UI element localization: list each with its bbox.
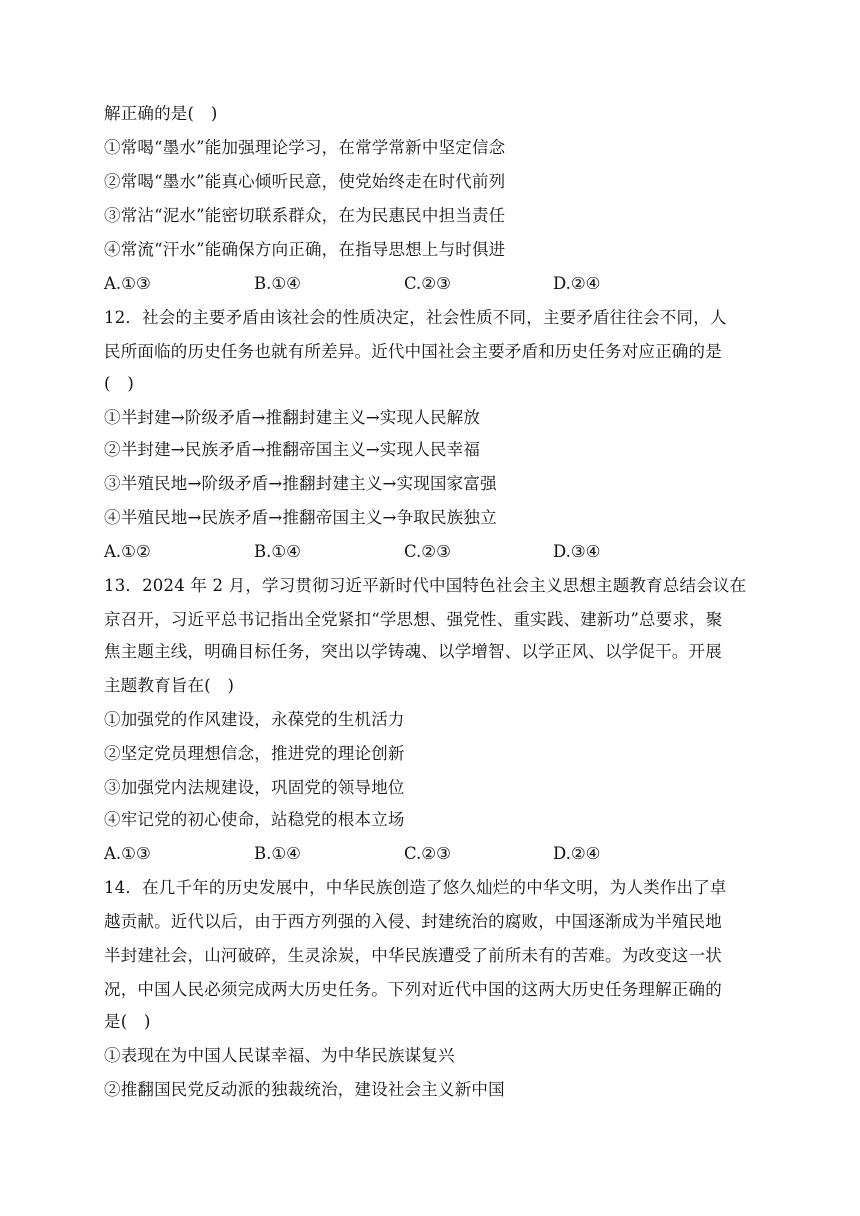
q11-item-2: ②常喝“墨水”能真心倾听民意，使党始终走在时代前列 xyxy=(104,172,506,191)
q11-option-a: A.①③ xyxy=(104,274,151,293)
q13-item-1: ①加强党的作风建设，永葆党的生机活力 xyxy=(104,710,405,729)
q13-option-b: B.①④ xyxy=(254,844,301,863)
q12-item-2: ②半封建→民族矛盾→推翻帝国主义→实现人民幸福 xyxy=(104,440,481,459)
q13-option-d: D.②④ xyxy=(553,844,601,863)
q14-stem-line-5: 是( ) xyxy=(104,1012,151,1031)
q11-stem-continuation: 解正确的是( ) xyxy=(104,104,218,123)
q12-stem-line-3: ( ) xyxy=(104,374,134,393)
q13-item-2: ②坚定党员理想信念，推进党的理论创新 xyxy=(104,744,405,763)
q14-stem-line-3: 半封建社会，山河破碎，生灵涂炭，中华民族遭受了前所未有的苦难。为改变这一状 xyxy=(104,946,722,965)
q13-stem-line-2: 京召开，习近平总书记指出全党紧扣“学思想、强党性、重实践、建新功”总要求，聚 xyxy=(104,610,723,629)
q12-option-c: C.②③ xyxy=(404,542,451,561)
q11-option-b: B.①④ xyxy=(254,274,301,293)
q12-option-a: A.①② xyxy=(104,542,151,561)
q13-stem-line-4: 主题教育旨在( ) xyxy=(104,676,235,695)
q11-option-d: D.②④ xyxy=(553,274,601,293)
q13-item-3: ③加强党内法规建设，巩固党的领导地位 xyxy=(104,778,405,797)
q11-item-4: ④常流“汗水”能确保方向正确，在指导思想上与时俱进 xyxy=(104,240,506,259)
q14-item-2: ②推翻国民党反动派的独裁统治，建设社会主义新中国 xyxy=(104,1080,505,1099)
q14-stem-line-2: 越贡献。近代以后，由于西方列强的入侵、封建统治的腐败，中国逐渐成为半殖民地 xyxy=(104,912,722,931)
q13-option-c: C.②③ xyxy=(404,844,451,863)
q13-option-a: A.①③ xyxy=(104,844,151,863)
q14-item-1: ①表现在为中国人民谋幸福、为中华民族谋复兴 xyxy=(104,1046,455,1065)
q13-stem-line-1: 13．2024 年 2 月，学习贯彻习近平新时代中国特色社会主义思想主题教育总结会议在 xyxy=(104,576,747,595)
q12-item-4: ④半殖民地→民族矛盾→推翻帝国主义→争取民族独立 xyxy=(104,508,497,527)
q13-item-4: ④牢记党的初心使命，站稳党的根本立场 xyxy=(104,810,405,829)
q11-item-1: ①常喝“墨水”能加强理论学习，在常学常新中坚定信念 xyxy=(104,138,506,157)
q13-stem-line-3: 焦主题主线，明确目标任务，突出以学铸魂、以学增智、以学正风、以学促干。开展 xyxy=(104,642,722,661)
q14-stem-line-1: 14．在几千年的历史发展中，中华民族创造了悠久灿烂的中华文明，为人类作出了卓 xyxy=(104,878,727,897)
q12-item-1: ①半封建→阶级矛盾→推翻封建主义→实现人民解放 xyxy=(104,408,481,427)
q12-stem-line-2: 民所面临的历史任务也就有所差异。近代中国社会主要矛盾和历史任务对应正确的是 xyxy=(104,342,722,361)
q14-stem-line-4: 况，中国人民必须完成两大历史任务。下列对近代中国的这两大历史任务理解正确的 xyxy=(104,980,722,999)
q12-option-b: B.①④ xyxy=(254,542,301,561)
q11-item-3: ③常沾“泥水”能密切联系群众，在为民惠民中担当责任 xyxy=(104,206,506,225)
q11-option-c: C.②③ xyxy=(404,274,451,293)
q12-stem-line-1: 12．社会的主要矛盾由该社会的性质决定，社会性质不同，主要矛盾往往会不同，人 xyxy=(104,308,727,327)
q12-item-3: ③半殖民地→阶级矛盾→推翻封建主义→实现国家富强 xyxy=(104,474,497,493)
q12-option-d: D.③④ xyxy=(553,542,601,561)
